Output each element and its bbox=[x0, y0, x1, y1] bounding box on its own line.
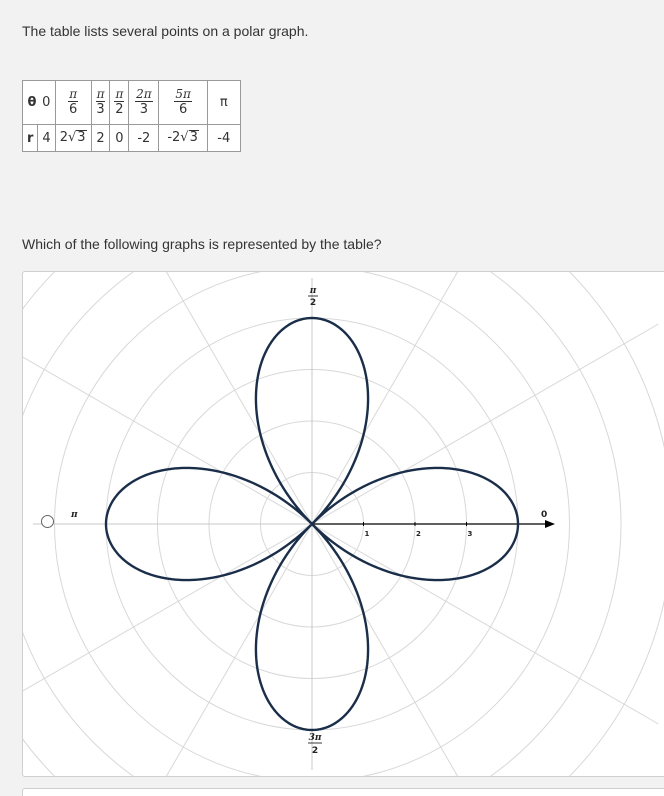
grid-ray bbox=[23, 524, 312, 724]
theta-cell: $\frac{\pi}{6}$ bbox=[55, 81, 91, 125]
theta-cell: 0 bbox=[38, 81, 55, 125]
polar-graph bbox=[23, 272, 664, 776]
r-cell: -4 bbox=[207, 125, 240, 152]
grid-ray bbox=[23, 324, 312, 524]
tick-label: 2 bbox=[416, 530, 421, 538]
intro-text: The table lists several points on a polar graph. bbox=[22, 23, 309, 39]
r-cell: -2√3 bbox=[159, 125, 208, 152]
r-header: r bbox=[23, 125, 38, 152]
svg-text:2: 2 bbox=[309, 298, 317, 308]
label-3pi-over-2 bbox=[308, 733, 322, 756]
label-pi: π bbox=[71, 510, 78, 520]
theta-cell: $\frac{\pi}{3}$ bbox=[91, 81, 110, 125]
label-zero: 0 bbox=[541, 510, 548, 520]
theta-row bbox=[23, 81, 241, 125]
r-cell: 0 bbox=[110, 125, 129, 152]
r-cell: -2 bbox=[129, 125, 159, 152]
answer-option-card[interactable] bbox=[22, 271, 664, 777]
r-row bbox=[23, 125, 241, 152]
question-text: Which of the following graphs is represented by the table? bbox=[22, 236, 382, 252]
tick-label: 1 bbox=[364, 530, 370, 538]
svg-text:π: π bbox=[309, 286, 317, 296]
next-option-card[interactable] bbox=[22, 788, 664, 796]
theta-cell: $\frac{2\pi}{3}$ bbox=[129, 81, 159, 125]
option-radio[interactable] bbox=[41, 515, 54, 528]
r-cell: 2 bbox=[91, 125, 110, 152]
polar-axes bbox=[33, 278, 555, 770]
svg-text:3π: 3π bbox=[308, 733, 322, 743]
tick-label: 3 bbox=[467, 530, 473, 538]
points-table bbox=[22, 80, 241, 152]
label-pi-over-2 bbox=[308, 286, 318, 308]
theta-cell: $\frac{\pi}{2}$ bbox=[110, 81, 129, 125]
r-cell: 2√3 bbox=[55, 125, 91, 152]
r-cell: 4 bbox=[38, 125, 55, 152]
theta-cell: $\frac{5\pi}{6}$ bbox=[159, 81, 208, 125]
theta-cell: π bbox=[207, 81, 240, 125]
svg-text:2: 2 bbox=[311, 746, 319, 756]
theta-header: θ bbox=[23, 81, 38, 125]
grid-ray bbox=[312, 524, 658, 724]
grid-ray bbox=[312, 324, 658, 524]
polar-axis-arrow bbox=[545, 520, 555, 528]
